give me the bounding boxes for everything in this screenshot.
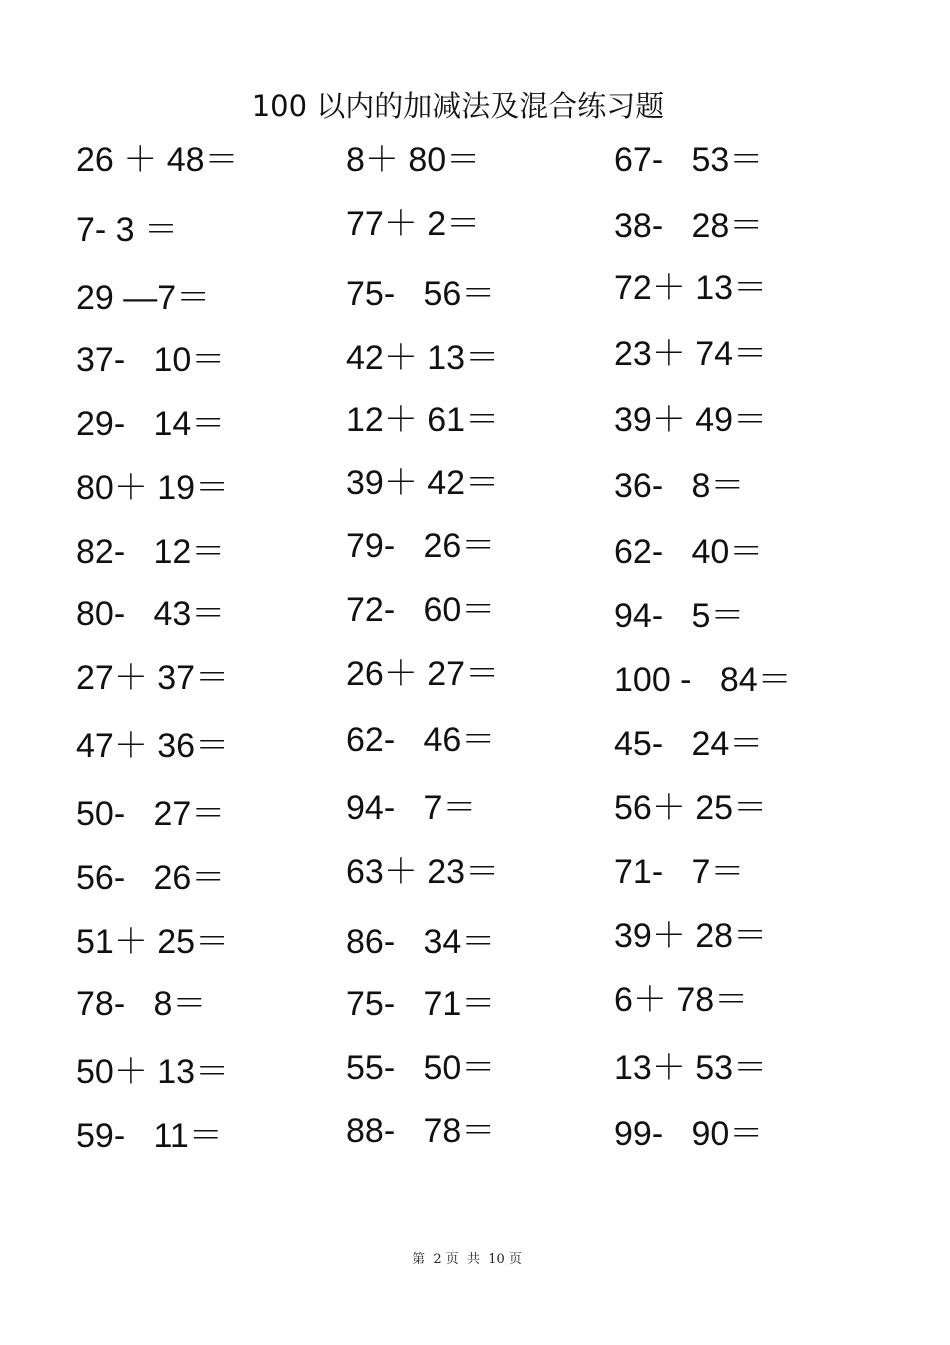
- problem: 55- 50＝: [346, 1049, 496, 1087]
- problem: 75- 71＝: [346, 985, 496, 1023]
- problem: 27＋ 37＝: [76, 659, 230, 697]
- problem: 37- 10＝: [76, 341, 226, 379]
- problem: 56＋ 25＝: [614, 789, 768, 827]
- problem: 82- 12＝: [76, 533, 226, 571]
- problem: 51＋ 25＝: [76, 923, 230, 961]
- problem: 50- 27＝: [76, 795, 226, 833]
- problem: 42＋ 13＝: [346, 339, 500, 377]
- problem: 86- 34＝: [346, 923, 496, 961]
- problem: 39＋ 42＝: [346, 464, 500, 502]
- problem-row: [0, 982, 950, 1026]
- problem: 75- 56＝: [346, 275, 496, 313]
- problem: 80＋ 19＝: [76, 469, 230, 507]
- problem: 62- 40＝: [614, 533, 764, 571]
- problem-row: [0, 269, 950, 317]
- problem: 26＋ 27＝: [346, 655, 500, 693]
- problem: 100 - 84＝: [614, 661, 792, 699]
- problem: 62- 46＝: [346, 721, 496, 759]
- problem: 7- 3 ＝: [76, 211, 179, 249]
- problem: 13＋ 53＝: [614, 1049, 768, 1087]
- problem-row: [0, 336, 950, 380]
- problem-row: [0, 464, 950, 508]
- problem-row: [0, 854, 950, 898]
- problem: 26 ＋ 48＝: [76, 141, 239, 179]
- problem-row: [0, 204, 950, 248]
- page-footer: 第 2 页 共 10 页: [412, 1252, 522, 1267]
- problem-row: [0, 592, 950, 636]
- problem: 56- 26＝: [76, 859, 226, 897]
- problem: 6＋ 78＝: [614, 981, 749, 1019]
- problem: 50＋ 13＝: [76, 1053, 230, 1091]
- problem: 71- 7＝: [614, 853, 745, 891]
- problem-row: [0, 722, 950, 766]
- problem: 12＋ 61＝: [346, 401, 500, 439]
- problem: 59- 11＝: [76, 1117, 223, 1155]
- problem: 63＋ 23＝: [346, 853, 500, 891]
- problem: 88- 78＝: [346, 1112, 496, 1150]
- problem: 36- 8＝: [614, 467, 745, 505]
- problem: 79- 26＝: [346, 527, 496, 565]
- problem: 29 —7＝: [76, 279, 211, 317]
- problem: 80- 43＝: [76, 595, 226, 633]
- problem: 77＋ 2＝: [346, 205, 481, 243]
- problem: 29- 14＝: [76, 405, 226, 443]
- problem-row: [0, 788, 950, 832]
- problem: 8＋ 80＝: [346, 141, 481, 179]
- problem-row: [0, 656, 950, 700]
- problem: 23＋ 74＝: [614, 335, 768, 373]
- problem-row: [0, 1112, 950, 1156]
- problem: 39＋ 49＝: [614, 401, 768, 439]
- problem: 47＋ 36＝: [76, 727, 230, 765]
- problem: 94- 7＝: [346, 789, 477, 827]
- problem-row: [0, 138, 950, 182]
- problem: 94- 5＝: [614, 597, 745, 635]
- problem-row: [0, 400, 950, 444]
- problem: 72＋ 13＝: [614, 269, 768, 307]
- problem: 39＋ 28＝: [614, 917, 768, 955]
- problem: 45- 24＝: [614, 725, 764, 763]
- problem: 67- 53＝: [614, 141, 764, 179]
- problem: 38- 28＝: [614, 207, 764, 245]
- problem-row: [0, 918, 950, 962]
- problem: 99- 90＝: [614, 1115, 764, 1153]
- problem: 78- 8＝: [76, 985, 207, 1023]
- page-title: 100 以内的加减法及混合练习题: [251, 89, 665, 123]
- problem-row: [0, 528, 950, 572]
- problem: 72- 60＝: [346, 591, 496, 629]
- problem-row: [0, 1048, 950, 1092]
